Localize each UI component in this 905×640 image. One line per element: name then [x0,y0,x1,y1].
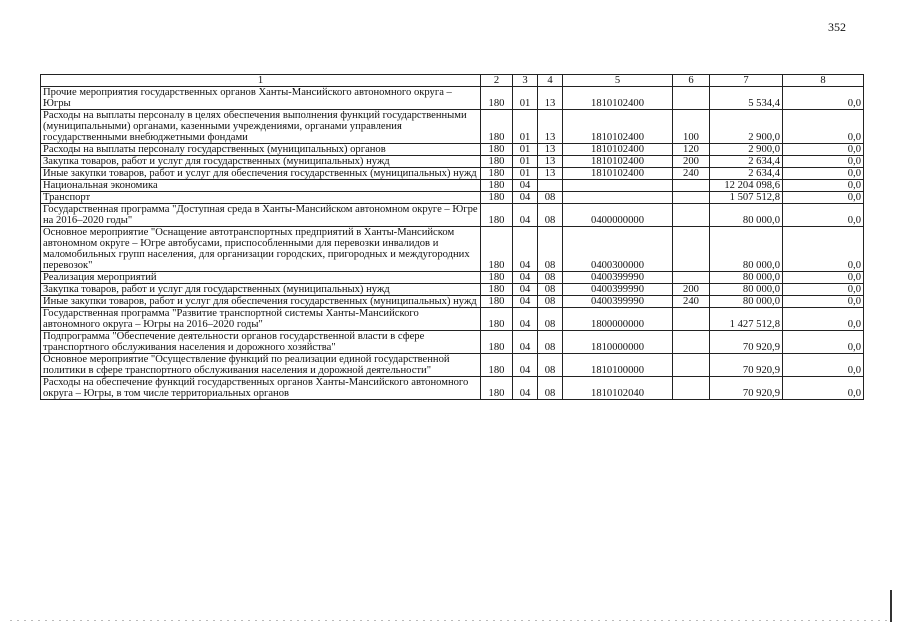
col-header-4: 4 [538,75,563,87]
cell-expense-type [673,354,710,377]
cell-target-article: 1810102400 [563,110,673,144]
cell-subventions: 0,0 [783,87,864,110]
cell-section: 01 [513,144,538,156]
cell-subsection: 08 [538,296,563,308]
table-row [41,227,864,272]
cell-name: Иные закупки товаров, работ и услуг для обеспечения государственных (муниципальных) нужд [41,168,481,180]
cell-name: Закупка товаров, работ и услуг для государственных (муниципальных) нужд [41,156,481,168]
budget-table [40,74,864,400]
cell-subventions: 0,0 [783,204,864,227]
col-header-3: 3 [513,75,538,87]
cell-subsection: 13 [538,144,563,156]
cell-expense-type [673,272,710,284]
cell-section: 04 [513,284,538,296]
cell-subventions: 0,0 [783,331,864,354]
cell-ministry: 180 [481,354,513,377]
cell-subventions: 0,0 [783,168,864,180]
col-header-8: 8 [783,75,864,87]
cell-expense-type: 240 [673,296,710,308]
table-row [41,180,864,192]
cell-name: Закупка товаров, работ и услуг для государственных (муниципальных) нужд [41,284,481,296]
cell-subventions: 0,0 [783,144,864,156]
cell-subsection: 08 [538,192,563,204]
cell-subsection: 08 [538,284,563,296]
cell-name: Реализация мероприятий [41,272,481,284]
cell-ministry: 180 [481,180,513,192]
cell-target-article: 0400000000 [563,204,673,227]
cell-expense-type [673,308,710,331]
cell-amount: 1 507 512,8 [710,192,783,204]
cell-amount: 1 427 512,8 [710,308,783,331]
cell-ministry: 180 [481,144,513,156]
cell-amount: 2 900,0 [710,144,783,156]
cell-subsection: 13 [538,168,563,180]
cell-subsection: 13 [538,156,563,168]
cell-section: 04 [513,308,538,331]
cell-expense-type: 240 [673,168,710,180]
table-body [41,87,864,400]
cell-ministry: 180 [481,377,513,400]
cell-subsection: 08 [538,308,563,331]
cell-name: Основное мероприятие "Осуществление функций по реализации единой государственной политики в сфере транспортного обслуживания населения и дорожной деятельности" [41,354,481,377]
cell-amount: 80 000,0 [710,272,783,284]
col-header-7: 7 [710,75,783,87]
cell-subsection: 08 [538,227,563,272]
cell-expense-type [673,192,710,204]
cell-target-article: 0400399990 [563,296,673,308]
cell-ministry: 180 [481,192,513,204]
cell-target-article: 1810102040 [563,377,673,400]
table-row [41,296,864,308]
cell-subventions: 0,0 [783,296,864,308]
cell-expense-type [673,87,710,110]
table-row [41,110,864,144]
cell-expense-type [673,331,710,354]
cell-ministry: 180 [481,331,513,354]
cell-expense-type: 100 [673,110,710,144]
cell-name: Расходы на выплаты персоналу в целях обеспечения выполнения функций государственными (муниципальными) органами, казенными учреждениями, органами управления государственными внебюджетными фондами [41,110,481,144]
cell-subventions: 0,0 [783,180,864,192]
cell-target-article: 0400399990 [563,284,673,296]
cell-section: 04 [513,204,538,227]
cell-section: 01 [513,87,538,110]
cell-ministry: 180 [481,110,513,144]
cell-expense-type: 200 [673,284,710,296]
cell-subsection: 08 [538,377,563,400]
table-row [41,354,864,377]
cell-amount: 80 000,0 [710,296,783,308]
cell-subsection: 13 [538,87,563,110]
cell-subventions: 0,0 [783,284,864,296]
cell-subsection: 08 [538,204,563,227]
cell-name: Подпрограмма "Обеспечение деятельности органов государственной власти в сфере транспортного обслуживания населения и дорожного хозяйства" [41,331,481,354]
table-row [41,87,864,110]
cell-subventions: 0,0 [783,192,864,204]
cell-expense-type [673,227,710,272]
cell-section: 04 [513,272,538,284]
cell-name: Расходы на обеспечение функций государственных органов Ханты-Мансийского автономного округа – Югры, в том числе территориальных органов [41,377,481,400]
cell-ministry: 180 [481,284,513,296]
cell-section: 01 [513,110,538,144]
header-row [41,75,864,87]
cell-expense-type: 120 [673,144,710,156]
cell-target-article: 1810102400 [563,87,673,110]
cell-name: Основное мероприятие "Оснащение автотранспортных предприятий в Ханты-Мансийском автономном округе – Югре автобусами, приспособленными для перевозки инвалидов и маломобильных групп населения, для организации городских, пригородных и междугородних перевозок" [41,227,481,272]
cell-amount: 12 204 098,6 [710,180,783,192]
cell-target-article [563,180,673,192]
cell-section: 01 [513,168,538,180]
cell-section: 04 [513,331,538,354]
cell-section: 04 [513,377,538,400]
cell-target-article: 1810100000 [563,354,673,377]
cell-amount: 2 634,4 [710,168,783,180]
cell-name: Государственная программа "Развитие транспортной системы Ханты-Мансийского автономного округа – Югры на 2016–2020 годы" [41,308,481,331]
cell-amount: 80 000,0 [710,284,783,296]
table-row [41,331,864,354]
cell-name: Иные закупки товаров, работ и услуг для обеспечения государственных (муниципальных) нужд [41,296,481,308]
cell-ministry: 180 [481,296,513,308]
cell-amount: 80 000,0 [710,204,783,227]
cell-section: 04 [513,192,538,204]
cell-amount: 70 920,9 [710,377,783,400]
scan-edge-mark [890,590,892,622]
cell-subsection: 08 [538,331,563,354]
cell-subventions: 0,0 [783,377,864,400]
cell-target-article [563,192,673,204]
cell-subsection [538,180,563,192]
cell-target-article: 1810102400 [563,168,673,180]
cell-expense-type [673,377,710,400]
cell-ministry: 180 [481,87,513,110]
col-header-2: 2 [481,75,513,87]
cell-target-article: 0400300000 [563,227,673,272]
table-row [41,156,864,168]
cell-target-article: 0400399990 [563,272,673,284]
col-header-5: 5 [563,75,673,87]
cell-subventions: 0,0 [783,272,864,284]
cell-subsection: 13 [538,110,563,144]
cell-subventions: 0,0 [783,354,864,377]
cell-target-article: 1800000000 [563,308,673,331]
cell-subventions: 0,0 [783,156,864,168]
cell-section: 01 [513,156,538,168]
cell-ministry: 180 [481,272,513,284]
cell-ministry: 180 [481,227,513,272]
table-row [41,204,864,227]
cell-ministry: 180 [481,168,513,180]
cell-section: 04 [513,296,538,308]
table-row [41,308,864,331]
cell-amount: 80 000,0 [710,227,783,272]
cell-expense-type: 200 [673,156,710,168]
col-header-6: 6 [673,75,710,87]
cell-ministry: 180 [481,204,513,227]
cell-name: Транспорт [41,192,481,204]
cell-ministry: 180 [481,156,513,168]
scan-noise-line [10,620,890,621]
cell-amount: 70 920,9 [710,331,783,354]
cell-amount: 5 534,4 [710,87,783,110]
cell-subsection: 08 [538,272,563,284]
cell-target-article: 1810102400 [563,144,673,156]
cell-target-article: 1810102400 [563,156,673,168]
cell-name: Расходы на выплаты персоналу государственных (муниципальных) органов [41,144,481,156]
cell-name: Национальная экономика [41,180,481,192]
cell-name: Государственная программа "Доступная среда в Ханты-Мансийском автономном округе – Югре на 2016–2020 годы" [41,204,481,227]
table-row [41,168,864,180]
table-row [41,284,864,296]
table-row [41,144,864,156]
cell-section: 04 [513,354,538,377]
cell-ministry: 180 [481,308,513,331]
cell-amount: 2 634,4 [710,156,783,168]
cell-expense-type [673,180,710,192]
cell-target-article: 1810000000 [563,331,673,354]
table-row [41,377,864,400]
cell-name: Прочие мероприятия государственных органов Ханты-Мансийского автономного округа – Югры [41,87,481,110]
cell-expense-type [673,204,710,227]
cell-amount: 2 900,0 [710,110,783,144]
page-number: 352 [828,20,846,34]
table-row [41,272,864,284]
cell-section: 04 [513,227,538,272]
cell-subventions: 0,0 [783,227,864,272]
cell-subsection: 08 [538,354,563,377]
cell-subventions: 0,0 [783,110,864,144]
cell-amount: 70 920,9 [710,354,783,377]
col-header-1: 1 [41,75,481,87]
cell-section: 04 [513,180,538,192]
table-row [41,192,864,204]
cell-subventions: 0,0 [783,308,864,331]
